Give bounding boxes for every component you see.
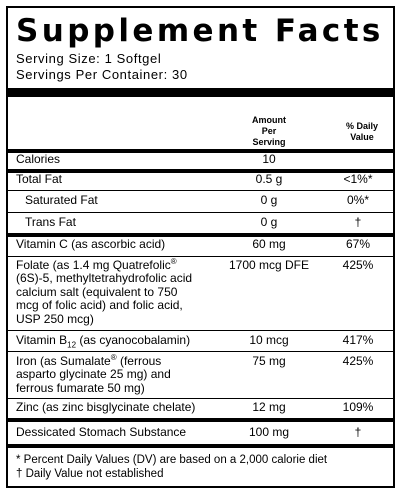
iron-label: Iron (as Sumalate® (ferrous asparto glycinate 25 mg) and ferrous fumarate 50 mg) xyxy=(16,353,171,395)
folate-label: Folate (as 1.4 mg Quatrefolic® (6S)-5, methyltetrahydrofolic acid calcium salt (equivalent to 750 mcg of folic acid) and folic acid, USP 250 mcg) xyxy=(16,257,193,326)
row-divider xyxy=(8,351,393,352)
registered-mark: ® xyxy=(110,353,117,362)
folate-dv: 425% xyxy=(342,258,374,272)
row-divider xyxy=(8,330,393,331)
vitamin-c-label: Vitamin C (as ascorbic acid) xyxy=(16,237,166,251)
row-divider xyxy=(8,256,393,257)
thick-divider xyxy=(8,88,393,97)
daily-value-header: % Daily Value xyxy=(345,121,378,142)
vitamin-b12-label: Vitamin $B_{12}$ (as cyanocobalamin) xyxy=(16,333,191,350)
footnote-divider xyxy=(8,444,393,448)
vitamins-section-divider xyxy=(8,418,393,422)
vitamin-c-dv: 67% xyxy=(345,237,371,251)
saturated-fat-dv: 0%* xyxy=(346,193,369,207)
total-fat-amount: 0.5 g xyxy=(255,172,283,186)
footnote-not-established: † Daily Value not established xyxy=(16,468,164,480)
total-fat-label: Total Fat xyxy=(16,172,63,186)
saturated-fat-amount: 0 g xyxy=(260,193,278,207)
iron-amount: 75 mg xyxy=(252,354,286,368)
amount-per-serving-header: Amount Per Serving xyxy=(252,115,286,147)
panel-title: Supplement Facts xyxy=(16,13,384,49)
calories-label: Calories xyxy=(16,152,61,166)
serving-size: Serving Size: 1 Softgel xyxy=(16,51,162,66)
vitamin-b12-dv: 417% xyxy=(342,333,374,347)
servings-per-container: Servings Per Container: 30 xyxy=(16,67,188,82)
row-divider xyxy=(8,212,393,213)
zinc-label: Zinc (as zinc bisglycinate chelate) xyxy=(16,400,196,414)
row-divider xyxy=(8,398,393,399)
trans-fat-amount: 0 g xyxy=(260,215,278,229)
vitamin-b12-amount: 10 mcg xyxy=(249,333,289,347)
total-fat-dv: <1%* xyxy=(343,172,373,186)
footnote-daily-values: * Percent Daily Values (DV) are based on a 2,000 calorie diet xyxy=(16,454,328,466)
stomach-substance-amount: 100 mg xyxy=(248,425,290,439)
trans-fat-dv: † xyxy=(354,215,362,229)
row-divider xyxy=(8,190,393,191)
vitamin-c-amount: 60 mg xyxy=(252,237,286,251)
header-divider xyxy=(8,149,393,153)
folate-amount: 1700 mcg DFE xyxy=(228,258,310,272)
trans-fat-label: Trans Fat xyxy=(25,215,76,229)
stomach-substance-label: Dessicated Stomach Substance xyxy=(16,425,187,439)
registered-mark: ® xyxy=(170,257,177,266)
saturated-fat-label: Saturated Fat xyxy=(25,193,98,207)
calories-amount: 10 xyxy=(262,152,276,166)
zinc-amount: 12 mg xyxy=(252,400,286,414)
zinc-dv: 109% xyxy=(342,400,374,414)
iron-dv: 425% xyxy=(342,354,374,368)
stomach-substance-dv: † xyxy=(354,425,362,439)
supplement-facts-panel xyxy=(6,6,395,488)
